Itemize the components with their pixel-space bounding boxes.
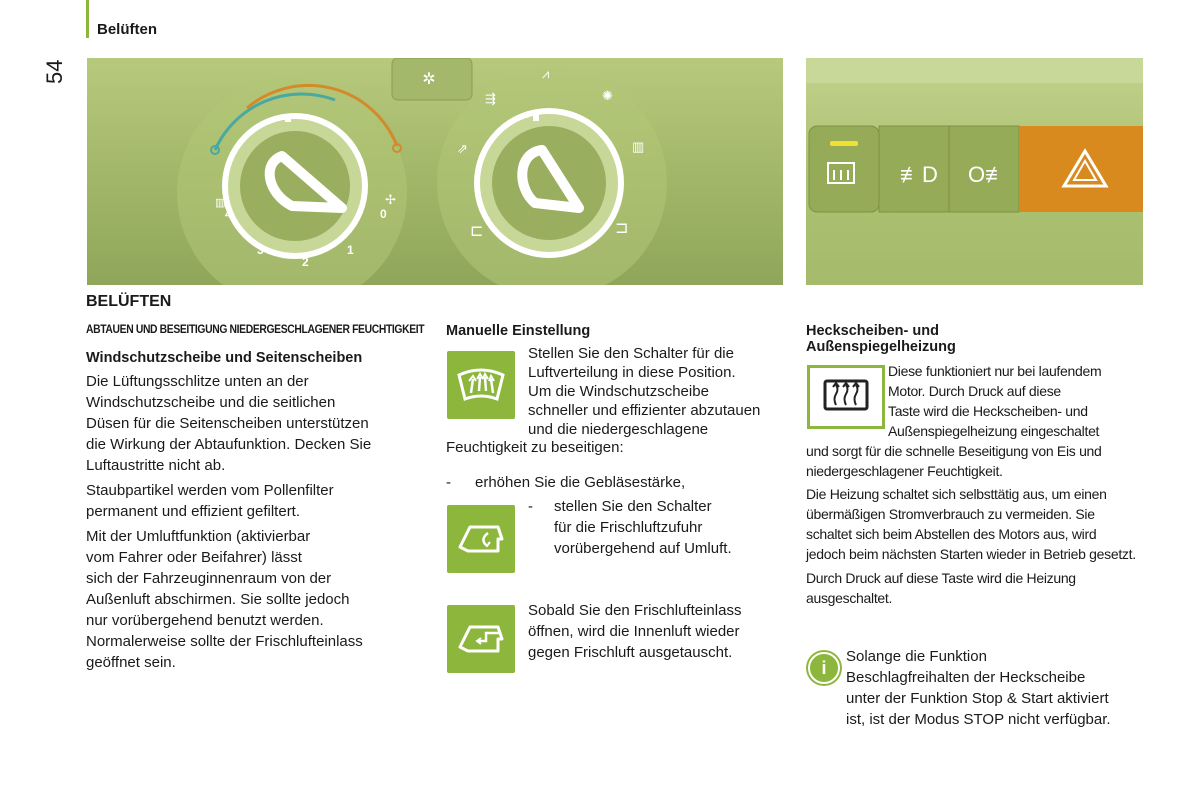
climate-control-illustration [87,58,783,285]
defrost-icon: ✺ [602,88,613,103]
windshield-feet-icon: ⇶ [485,91,496,106]
col2-bullet-2: - [528,498,533,515]
front-fog-light-icon: ≢D [900,162,938,187]
fan-speed-3: 3 [257,243,264,257]
recirculation-icon-box [447,505,515,573]
col2-heading: Manuelle Einstellung [446,323,591,339]
fan-icon: ✢ [385,192,396,207]
section-subtitle: ABTAUEN UND BESEITIGUNG NIEDERGESCHLAGENER FEUCHTIGKEIT [86,324,425,336]
windshield-icon: ⩘ [542,66,550,81]
section-title: Belüften [97,21,157,38]
col2-bullet-1: - erhöhen Sie die Gebläsestärke, [446,474,686,491]
max-defrost-icon-box [447,351,515,419]
col1-paragraph-2: Staubpartikel werden vom Pollenfilter permanent und effizient gefiltert. [86,482,334,520]
col2-paragraph-3: Sobald Sie den Frischlufteinlass öffnen, wird die Innenluft wieder gegen Frischluft ausgetauscht. [528,602,742,661]
windshield-defrost-symbol-icon [453,363,509,407]
page-heading: BELÜFTEN [86,293,172,310]
fan-speed-0: 0 [380,207,387,221]
fan-speed-2: 2 [302,255,309,269]
col3-heading: Heckscheiben- und Außenspiegelheizung [806,323,956,355]
max-defrost-icon: ▥ [632,139,645,154]
col3-paragraph-2: Die Heizung schaltet sich selbsttätig aus, um einen übermäßigen Stromverbrauch zu vermeiden. Sie schaltet sich beim Abstellen des Motors aus, wird jedoch beim nächsten Starten wieder in Betrieb gesetzt. [806,486,1136,562]
section-marker-bar [86,0,89,38]
info-note: Solange die Funktion Beschlagfreihalten der Heckscheibe unter der Funktion Stop & Start aktiviert ist, ist der Modus STOP nicht verfügbar. [846,648,1111,728]
col1-paragraph-1: Die Lüftungsschlitze unten an der Windschutzscheibe und die seitlichen Düsen für die Seitenscheiben unterstützen die Wirkung der Abtaufunktion. Decken Sie Luftaustritte nicht ab. [86,373,372,474]
col1-paragraph-3: Mit der Umluftfunktion (aktivierbar vom Fahrer oder Beifahrer) lässt sich der Fahrzeuginnenraum von der Außenluft abschirmen. Sie sollte jedoch nur vorübergehend benutzt werden. Normalerweise sollte der Frischlufteinlass geöffnet sein. [86,528,363,671]
rear-defrost-icon-box [807,365,885,429]
feet-icon: ⇗ [457,141,468,156]
col2-paragraph-1-tail: Feuchtigkeit zu beseitigen: [446,439,624,456]
fresh-air-intake-icon [456,617,506,661]
column-1 [86,350,421,673]
col1-heading: Windschutzscheibe und Seitenscheiben [86,350,363,366]
col3-paragraph-1-tail: und sorgt für die schnelle Beseitigung von Eis und niedergeschlagener Feuchtigkeit. [806,443,1102,479]
climate-dials-graphic [87,58,783,285]
windshield-defrost-icon: ▥ [215,197,226,209]
fan-speed-4: 4 [225,207,232,221]
fresh-air-icon-box [447,605,515,673]
snowflake-icon: ✲ [422,71,436,88]
fan-speed-1: 1 [347,243,354,257]
col2-bullet-2-text: stellen Sie den Schalter für die Frischluftzufuhr vorübergehend auf Umluft. [554,498,732,557]
col3-paragraph-1: Diese funktioniert nur bei laufendem Motor. Durch Druck auf diese Taste wird die Heckscheiben- und Außenspiegelheizung eingeschaltet [888,363,1102,439]
fresh-air-icon-small: ⊐ [615,220,629,237]
col2-paragraph-1: Stellen Sie den Schalter für die Luftverteilung in diese Position. Um die Windschutzscheibe schneller und effizienter abzutauen und die niedergeschlagene [528,345,761,438]
recirculation-icon [456,517,506,561]
recirculation-icon-small: ⊏ [470,223,484,240]
dashboard-buttons-illustration [806,58,1143,285]
col3-paragraph-3: Durch Druck auf diese Taste wird die Heizung ausgeschaltet. [806,570,1076,606]
rear-fog-light-icon: O≢ [968,162,1008,187]
dashboard-buttons-graphic [806,58,1143,285]
page-number: 54 [42,59,67,84]
rear-window-heating-icon [821,377,871,417]
info-icon: i [808,652,840,684]
